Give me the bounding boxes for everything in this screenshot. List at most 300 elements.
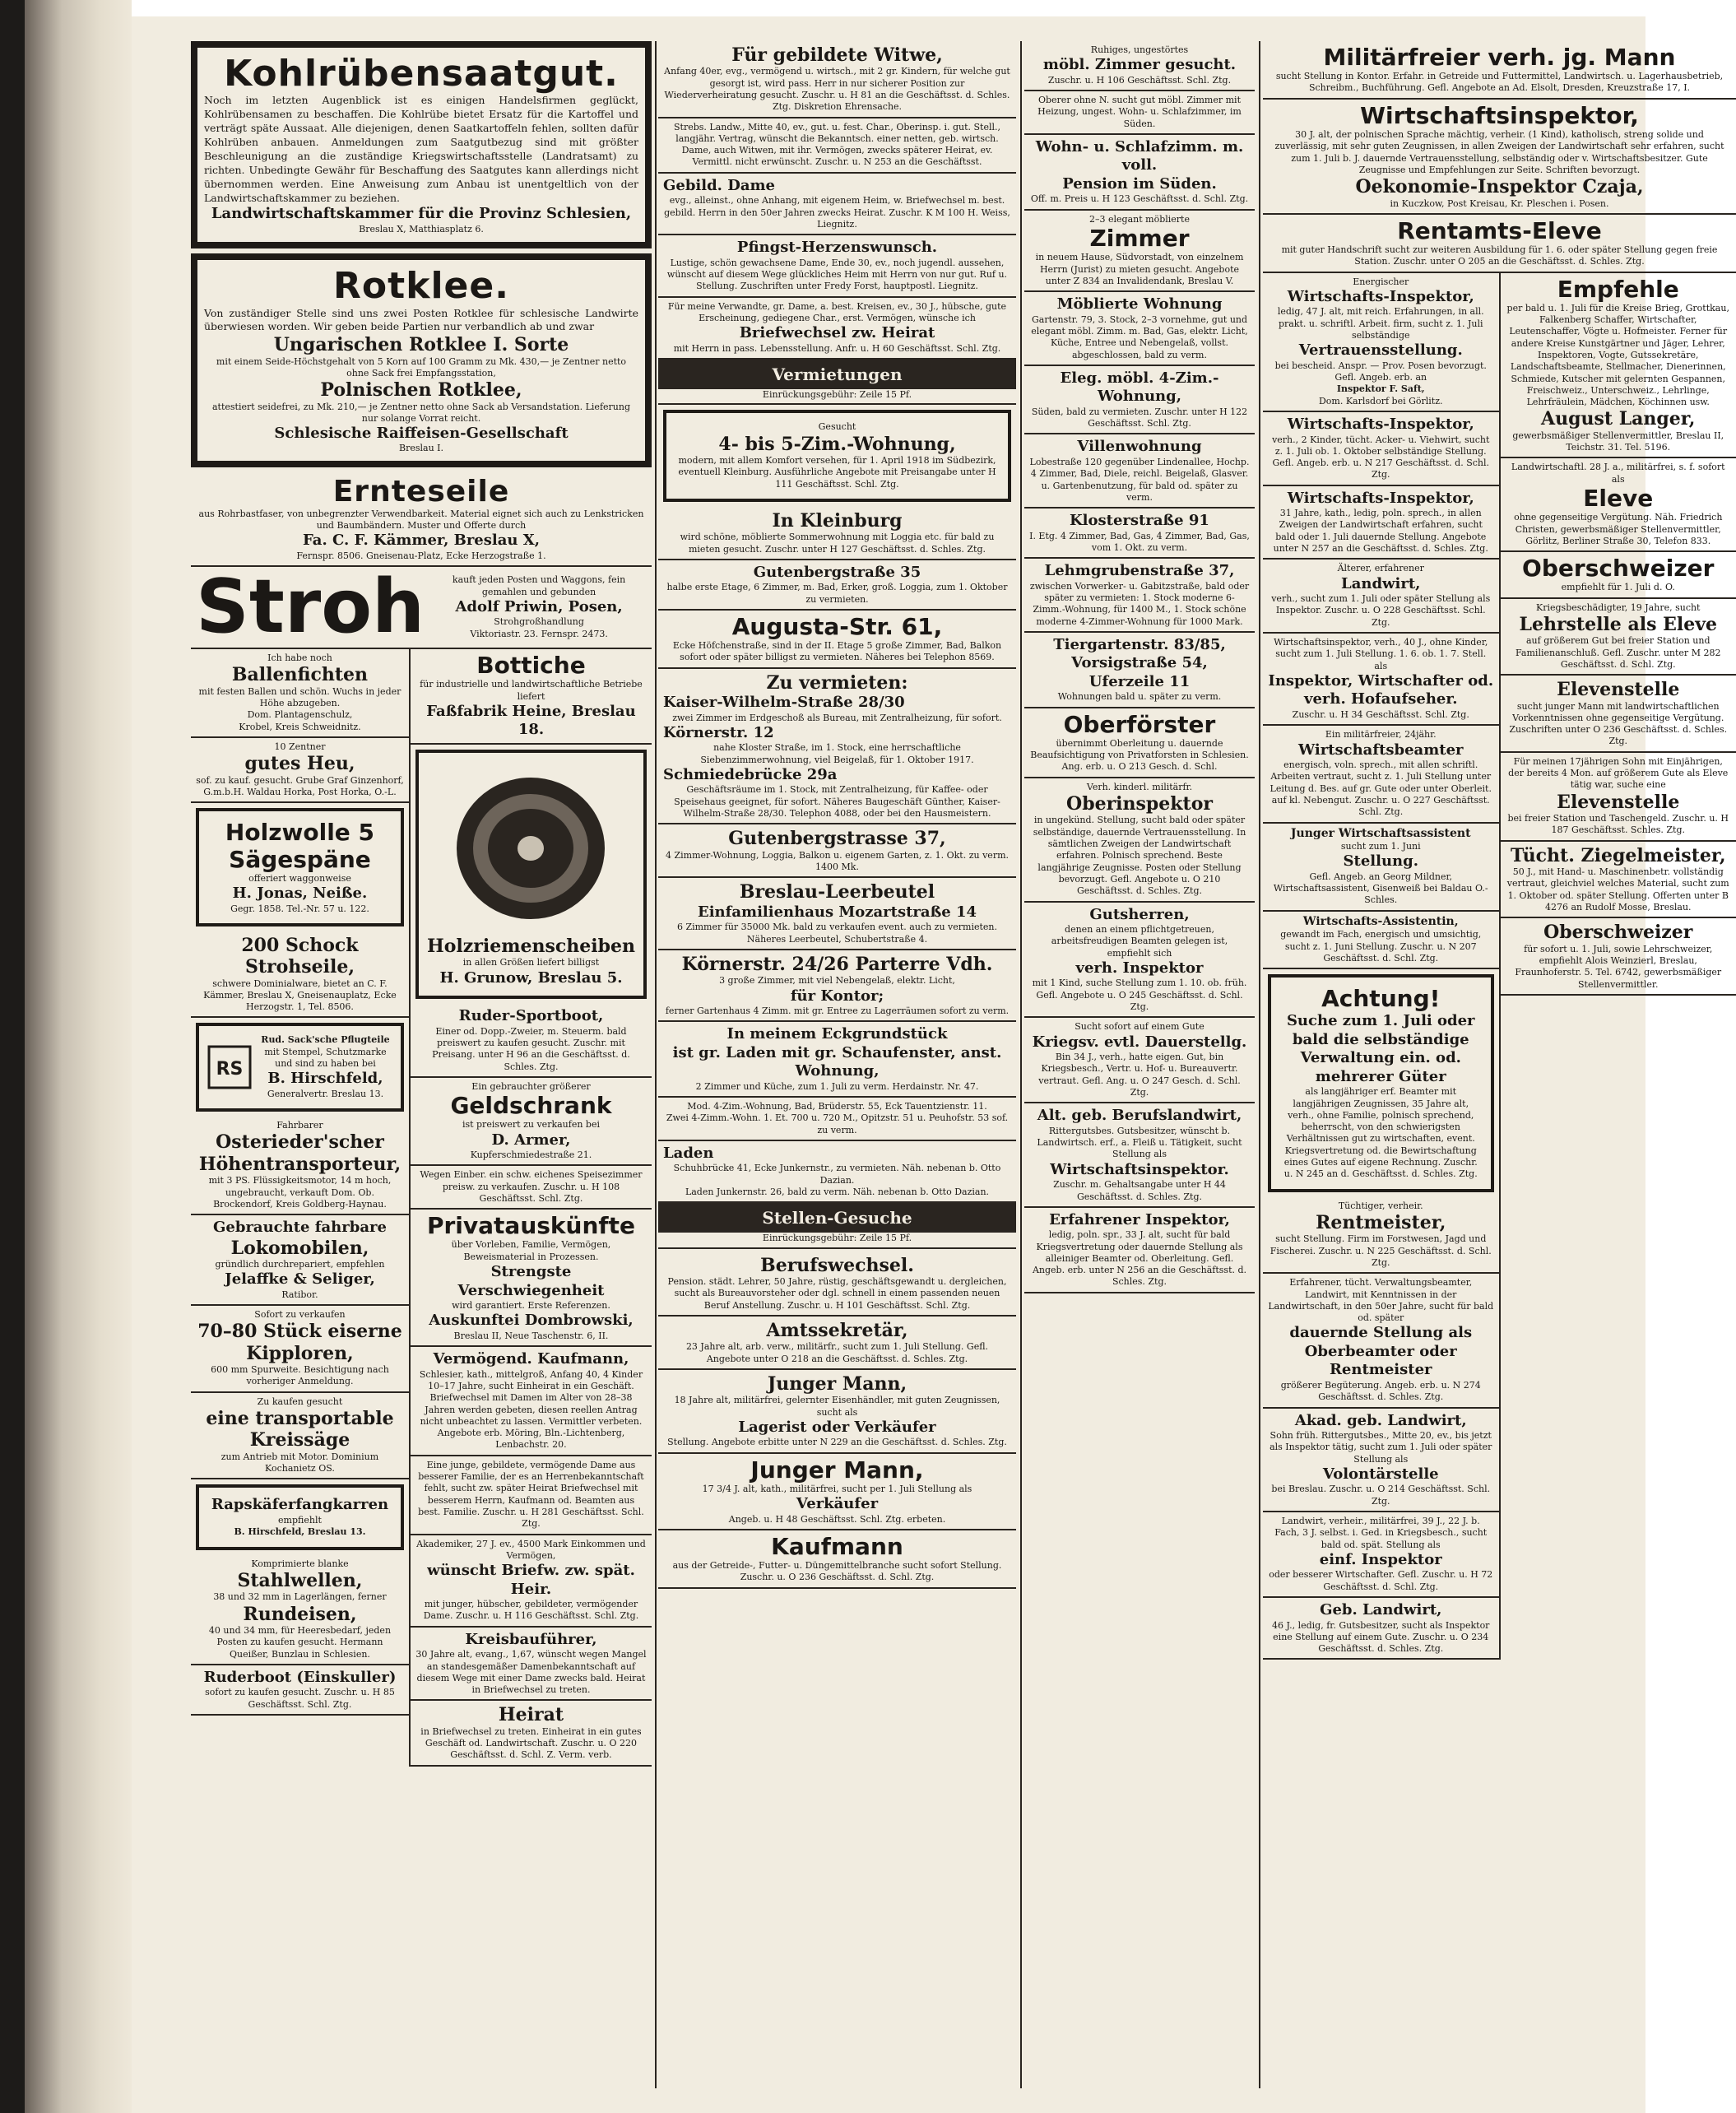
ad-body: als langjähriger erf. Beamter mit langjährigen Zeugnissen, 35 Jahre alt, verh., ohne Familie, polnisch sprechend, beherrscht, von den schwierigsten Verhältnissen gut zu wirtschaften, event. Kriegsvertretung od. die Bewirtschaftung eines Gutes auf eigene Rechnung. Zuschr. u. N 245 an d. Geschäftsst. d. Schles. Ztg.: [1283, 1086, 1478, 1180]
col1-right: [411, 649, 652, 1767]
ad-elevenstelle-sohn: [1501, 753, 1736, 842]
ad-zimmer: [1024, 211, 1255, 292]
ad-geb-landwirt: [1263, 1598, 1499, 1660]
ad-pfingst: [658, 235, 1016, 297]
ad-contact: Generalvertr. Breslau 13.: [267, 1088, 384, 1099]
ad-osterieder: [191, 1117, 409, 1215]
pulley-illustration-icon: [448, 766, 613, 931]
ad-line: Vertrauensstellung.: [1298, 341, 1463, 360]
ad-body: 18 Jahre alt, militärfrei, gelernter Eisenhändler, mit guten Zeugnissen, sucht als: [674, 1395, 1000, 1418]
ad-title: In meinem Eckgrundstück: [726, 1025, 948, 1043]
ad-title: Empfehle: [1557, 275, 1679, 303]
section-note: Einrückungsgebühr: Zeile 15 Pf.: [762, 388, 912, 400]
ad-achtung: [1268, 974, 1494, 1192]
ad-title: Ruderboot (Einskuller): [203, 1668, 397, 1686]
ad-address: Dom. Karlsdorf bei Görlitz.: [1318, 395, 1443, 406]
ad-body: bei freier Station und Taschengeld. Zuschr. u. H 187 Geschäftsst. Schles. Ztg.: [1507, 813, 1729, 836]
ad-moeblierte-wohnung: [1024, 292, 1255, 366]
ad-klosterstrasse: [1024, 509, 1255, 559]
ad-body: 6 Zimmer für 35000 Mk. bald zu verkaufen event. auch zu vermieten. Näheres Leerbeutel, Schubertstraße 4.: [676, 922, 998, 945]
ad-subtitle: Einfamilienhaus Mozartstraße 14: [697, 903, 977, 921]
ad-intro: Fahrbarer: [276, 1120, 323, 1131]
ad-signature: Landwirtschaftskammer für die Provinz Schlesien,: [211, 205, 632, 223]
ad-body: 46 J., ledig, fr. Gutsbesitzer, sucht als Inspektor eine Stellung auf einem Gute. Zuschr. u. O 234 Geschäftsst. d. Schles. Ztg.: [1272, 1619, 1490, 1655]
ad-landwirt-heirat: [658, 118, 1016, 174]
ad-heirat-dame: [411, 1456, 652, 1535]
ad-title: Wirtschafts-Inspektor,: [1287, 489, 1474, 507]
ad-body: ledig, 47 J. alt, mit reich. Erfahrungen, in all. prakt. u. schriftl. Arbeit. firm, sucht z. 1. Juli selbständige: [1277, 306, 1484, 341]
ad-title: Gutenbergstraße 35: [753, 563, 921, 581]
ad-title: Holzriemenscheiben: [426, 935, 635, 957]
ad-body: empfiehlt für 1. Juli d. O.: [1561, 582, 1675, 593]
ad-intro: Landwirtschaftl. 28 J. a., militärfrei, s. f. sofort als: [1511, 462, 1725, 485]
ad-body: gewandt im Fach, energisch und umsichtig, sucht z. 1. Juni Stellung. Zuschr. u. N 207 Geschäftsst. d. Schl. Ztg.: [1280, 929, 1482, 964]
ad-body: Wegen Einber. ein schw. eichenes Speisezimmer preisw. zu verkaufen. Zuschr. u. H 108 Geschäftsst. Schl. Ztg.: [420, 1169, 643, 1204]
ad-body: in neuem Hause, Südvorstadt, von einzelnem Herrn (Jurist) zu mieten gesucht. Angebote unter Z 834 an Invalidendank, Breslau V.: [1035, 252, 1244, 286]
ad-firm: Rud. Sack'sche Pflugteile: [261, 1034, 390, 1046]
ad-title: Elevenstelle: [1557, 791, 1680, 813]
ad-title: Breslau-Leerbeutel: [739, 881, 935, 903]
col4-left: [1263, 273, 1501, 1660]
ad-body: sucht Stellung in Kontor. Erfahr. in Getreide und Futtermittel, Landwirtsch. u. Lagerhausbetrieb, Schreibm., Buchführung. Gefl. Angebote an Ad. Elsolt, Dresden, Kreuzstraße 17, I.: [1275, 71, 1724, 94]
ad-body: mit Stempel, Schutzmarke und sind zu haben bei: [264, 1046, 387, 1070]
ad-body: zum Antrieb mit Motor. Dominium Kochanietz OS.: [220, 1451, 379, 1474]
ad-eleg-wohnung: [1024, 366, 1255, 435]
ad-title: Kriegsv. evtl. Dauerstellg.: [1032, 1033, 1247, 1051]
ad-title: Junger Mann,: [750, 1456, 924, 1484]
ad-title: einf. Inspektor: [1319, 1550, 1442, 1568]
ad-body: ist preiswert zu verkaufen bei: [462, 1119, 600, 1131]
ad-body: 4 Zimmer-Wohnung, Loggia, Balkon u. eigenem Garten, z. 1. Okt. zu verm. 1400 Mk.: [665, 849, 1010, 873]
ad-body: Pension. städt. Lehrer, 50 Jahre, rüstig, geschäftsgewandt u. dergleichen, sucht als Bureauvorsteher oder dgl. schnell in einem passenden neuen Beruf Anstellung. Zuschr. u. H 101 Geschäftsst. Schl. Ztg.: [667, 1276, 1007, 1311]
ad-firm: H. Grunow, Breslau 5.: [439, 968, 623, 987]
ad-body: Zuschr. m. Gehaltsangabe unter H 44 Geschäftsst. d. Schles. Ztg.: [1053, 1179, 1226, 1202]
ad-title: Klosterstraße 91: [1070, 512, 1209, 530]
ad-aelterer-landwirt: [1263, 560, 1499, 634]
ad-intro: Zu kaufen gesucht: [257, 1396, 343, 1407]
column-2: [658, 41, 1016, 2088]
ad-ruderboot: [191, 1665, 409, 1716]
ad-title: ist gr. Laden mit gr. Schaufenster, anst. Wohnung,: [672, 1043, 1002, 1080]
ad-title: Bottiche: [476, 652, 586, 680]
ad-body: Von zuständiger Stelle sind uns zwei Posten Rotklee für schlesische Landwirte überwiesen worden. Wir geben beide Partien nur verbandlich ab und zwar: [204, 306, 638, 333]
ad-eleve: [1501, 458, 1736, 552]
ad-body: verh., 2 Kinder, tücht. Acker- u. Viehwirt, sucht z. 1. Juli ob. 1. Oktober selbständige Stellung. Gefl. Angeb. erb. u. N 217 Geschäftsst. d. Schl. Ztg.: [1272, 434, 1490, 481]
ad-body: Strebs. Landw., Mitte 40, ev., gut. u. fest. Char., Oberinsp. i. gut. Stell., langjähr. Vertrag, wünscht die Bekanntsch. einer netten, geb. wirtsch. Dame, auch Witwen, mit ihr. Vermögen, zwecks späterer Heirat, ev. Vermittl. nicht erwünscht. Zuschr. u. N 253 an die Geschäftsst.: [673, 121, 1001, 168]
ad-body: Noch im letzten Augenblick ist es einigen Handelsfirmen geglückt, Kohlrübensamen zu beschaffen. Die Kohlrübe bietet Ersatz für die Kartoffel und verträgt späte Aussaat. Alle diejenigen, denen Saatkartoffeln fehlen, sollten dafür Kohlrüben anbauen. Anmeldungen zum Saatgutbezug sind mit größter Beschleunigung an die zuständige Kriegswirtschaftsstelle (Landratsamt) zu richten. Unbedingte Gewähr für Beschaffung des Saatgutes kann allerdings nicht übernommen werden. Eine Anweisung zum Anbau ist unentgeltlich von der Landwirtschaftskammer zu beziehen.: [204, 94, 638, 204]
ad-intro: Tüchtiger, verheir.: [1338, 1200, 1423, 1211]
ad-body: Schuhbrücke 41, Ecke Junkernstr., zu vermieten. Näh. nebenan b. Otto Dazian.: [673, 1163, 1001, 1186]
ad-body: sucht zum 1. Juni: [1340, 841, 1421, 852]
ad-intro: Sucht sofort auf einem Gute: [1075, 1021, 1205, 1033]
ad-einf-inspektor: [1263, 1512, 1499, 1598]
ad-stroh: [191, 564, 652, 651]
ad-title: Lehmgrubenstraße 37,: [1044, 562, 1235, 580]
ad-stahlwellen: [191, 1555, 409, 1665]
ad-body: 38 und 32 mm in Lagerlängen, ferner: [213, 1591, 387, 1603]
ad-intro: Verh. kinderl. militärfr.: [1086, 781, 1193, 792]
ad-title: Akad. geb. Landwirt,: [1294, 1411, 1467, 1429]
ad-title: Rentamts-Eleve: [1397, 216, 1602, 244]
ad-title: Augusta-Str. 61,: [731, 612, 943, 640]
ad-line: für Kontor;: [790, 987, 884, 1005]
column-rule: [655, 41, 657, 2088]
ad-title: Pfingst-Herzenswunsch.: [736, 239, 938, 257]
ad-title: Wirtschaftsinspektor,: [1360, 101, 1639, 129]
ad-title: Körnerstr. 24/26 Parterre Vdh.: [681, 953, 993, 975]
ad-line: wird garantiert. Erste Referenzen.: [452, 1300, 610, 1312]
ad-body: Off. m. Preis u. H 123 Geschäftsst. d. Schl. Ztg.: [1030, 193, 1249, 205]
ad-title: Gebild. Dame: [663, 176, 775, 194]
col1-left: [191, 649, 411, 1767]
ad-body: auf größerem Gut bei freier Station und Familienanschluß. Gefl. Zuschr. unter M 282 Geschäftsst. d. Schl. Ztg.: [1516, 635, 1721, 670]
ad-title: Oberförster: [1063, 710, 1216, 738]
ad-leerbeutel: [658, 878, 1016, 950]
ad-title: Ernteseile: [332, 475, 510, 509]
ad-title: Sägespäne: [229, 845, 371, 873]
ad-title: 200 Schock Strohseile,: [241, 934, 359, 978]
ad-body: sof. zu kauf. gesucht. Grube Graf Ginzenhorf, G.m.b.H. Waldau Horka, Post Horka, O.-L.: [196, 774, 404, 798]
ad-title: Suche zum 1. Juli oder bald die selbständige Verwaltung ein. od. mehrerer Güter: [1286, 1012, 1475, 1085]
ad-title: Für gebildete Witwe,: [731, 44, 943, 66]
ad-empfehle: [1501, 273, 1736, 459]
column-3: [1024, 41, 1255, 2088]
ad-title: eine transportable Kreissäge: [206, 1408, 394, 1451]
ad-firm: Jelaffke & Seliger,: [225, 1270, 375, 1289]
ad-title: Stellung.: [1343, 852, 1418, 871]
ad-title: Villenwohnung: [1077, 438, 1202, 456]
ad-title: Oberschweizer: [1522, 555, 1715, 583]
ad-rentamts-eleve: [1263, 215, 1736, 273]
ad-kaufmann: [658, 1530, 1016, 1589]
ad-intro: Ich habe noch: [267, 652, 332, 664]
ad-title: Zimmer: [1089, 225, 1190, 253]
ad-body: Wirtschaftsinspektor, verh., 40 J., ohne Kinder, sucht zum 1. Juli Stellung. 1. 6. ob. 1. 7. Stell. als: [1274, 637, 1488, 671]
ad-berufswechsel: [658, 1252, 1016, 1317]
ad-amtssekretaer: [658, 1317, 1016, 1370]
ad-title: Rapskäferfangkarren: [211, 1496, 389, 1514]
ad-title: Holzwolle 5: [225, 819, 375, 847]
ad-body: gründlich durchrepariert, empfehlen: [215, 1259, 385, 1270]
ad-holzwolle: [196, 808, 404, 926]
ad-body: 30 J. alt, der polnischen Sprache mächtig, verheir. (1 Kind), katholisch, streng solide und zuverlässig, mit sehr guten Zeugnissen, in allen Zweigen der Landwirtschaft sehr erfahren, sucht zum 1. Juli b. J. dauernde Vertrauensstellung, selbständig oder v. Wirtschaftsbesitzer. Gute Zeugnisse und Empfehlungen zur Seite. Schriften bevorzugt.: [1274, 128, 1724, 175]
ad-contact: Fernspr. 8506. Gneisenau-Platz, Ecke Herzogstraße 1.: [296, 550, 546, 561]
ad-body: zwischen Vorwerker- u. Gabitzstraße, bald oder später zu vermieten: 1. Stock moderne 6-Zimm.-Wohnung, für 1400 M., 1. Stock schöne moderne 4-Zimmer-Wohnung für 1000 Mark.: [1029, 580, 1250, 627]
ad-firm: Adolf Priwin, Posen,: [455, 597, 623, 615]
ad-title: Höhentransporteur,: [198, 1153, 402, 1175]
ad-ballenfichten: [191, 649, 409, 738]
ad-title: Kreisbauführer,: [465, 1630, 597, 1648]
ad-wirtschaftsbeamter: [1263, 726, 1499, 823]
ad-vermoegend-kaufmann: [411, 1347, 652, 1456]
ad-item-title: Schmiedebrücke 29a: [663, 765, 838, 783]
ad-contact: Gegr. 1858. Tel.-Nr. 57 u. 122.: [230, 903, 369, 914]
ad-wirtschaftsassistentin: [1263, 912, 1499, 969]
ad-intro: Komprimierte blanke: [251, 1558, 349, 1569]
ad-rotklee: [191, 253, 652, 467]
column-4: [1263, 41, 1736, 2088]
ad-body: empfiehlt: [278, 1514, 322, 1526]
divider: [658, 403, 1016, 405]
ad-intro: Ein gebrauchter größerer: [471, 1080, 591, 1092]
scan-edge: [0, 0, 25, 2113]
ad-body: modern, mit allem Komfort versehen, für 1. April 1918 im Südbezirk, eventuell Kleinburg. Ausführliche Angebote mit Preisangabe unter H 111 Geschäftsst. Schl. Ztg.: [678, 454, 996, 490]
ad-title: Achtung!: [1321, 985, 1441, 1013]
ad-kriegsvertretung: [1024, 1018, 1255, 1103]
ad-body: in allen Größen liefert billigst: [462, 957, 600, 968]
ad-address: Krobel, Kreis Schweidnitz.: [239, 721, 361, 732]
ad-title: Lokomobilen,: [230, 1237, 369, 1259]
ad-title: Erfahrener Inspektor,: [1049, 1210, 1230, 1228]
ad-title: Lagerist oder Verkäufer: [738, 1418, 936, 1436]
ad-title: Junger Wirtschaftsassistent: [1290, 826, 1471, 840]
ad-name: Inspektor F. Saft,: [1336, 383, 1425, 395]
ad-name: B. Hirschfeld,: [267, 1070, 383, 1088]
ad-body: Bin 34 J., verh., hatte eigen. Gut, bin Kriegsbesch., Vertr. u. Hof- u. Bureauvertr. vertraut. Gefl. Ang. u. O 247 Gesch. d. Schl. Ztg.: [1038, 1052, 1241, 1098]
ad-body: mit junger, hübscher, gebildeter, vermögender Dame. Zuschr. u. H 116 Geschäftsst. Schl. Ztg.: [423, 1599, 639, 1622]
ad-title: Wirtschaftsbeamter: [1297, 741, 1464, 759]
ad-title: Stroh: [196, 564, 425, 651]
ad-bottiche: [411, 649, 652, 745]
ad-title: Laden: [663, 1144, 714, 1162]
ad-title: Wirtschafts-Inspektor,: [1287, 287, 1474, 305]
ad-title: Rundeisen,: [243, 1603, 357, 1625]
ad-body: über Vorleben, Familie, Vermögen, Beweismaterial in Prozessen.: [451, 1239, 611, 1262]
ad-body: Sohn früh. Rittergutsbes., Mitte 20, ev., bis jetzt als Inspektor tätig, sucht zum 1. Juli oder später Stellung als: [1270, 1430, 1492, 1465]
ad-erfahrener-inspektor: [1024, 1208, 1255, 1293]
ad-item-title: Körnerstr. 12: [663, 723, 774, 741]
ad-pension: [1024, 135, 1255, 211]
ad-tiergartenstrasse: [1024, 633, 1255, 708]
ad-body: Gefl. Angeb. an Georg Mildner, Wirtschaftsassistent, Gisenweiß bei Baldau O.-Schles.: [1273, 871, 1488, 906]
ad-body: kauft jeden Posten und Waggons, fein gemahlen und gebunden: [452, 574, 626, 597]
ad-strohseile: [191, 931, 409, 1019]
ad-title: Kaufmann: [771, 1533, 903, 1560]
ad-title: Zu vermieten:: [766, 671, 908, 694]
ad-rapskaefer: [196, 1484, 404, 1549]
ad-body: Wohnungen bald u. später zu verm.: [1057, 691, 1222, 703]
ad-sportboot: [411, 1004, 652, 1078]
ad-body: Süden, bald zu vermieten. Zuschr. unter H 122 Geschäftsst. Schl. Ztg.: [1031, 406, 1248, 430]
ad-title: Osterieder'scher: [216, 1131, 384, 1154]
ad-body: denen an einem pflichtgetreuen, arbeitsfreudigen Beamten gelegen ist, empfiehlt sich: [1051, 924, 1228, 959]
ad-title: 4- bis 5-Zim.-Wohnung,: [718, 433, 956, 455]
ad-title: wünscht Briefw. zw. spät. Heir.: [427, 1562, 635, 1598]
ad-title: Wohn- u. Schlafzimm. m. voll.: [1035, 137, 1244, 174]
ad-body: 2 Zimmer und Küche, zum 1. Juli zu verm. Herdainstr. Nr. 47.: [695, 1080, 979, 1092]
ad-kreissaege: [191, 1393, 409, 1480]
ad-intro: Sofort zu verkaufen: [254, 1309, 346, 1321]
ad-title: Wirtschaftsinspektor.: [1050, 1160, 1229, 1178]
ad-body: bei bescheid. Anspr. — Prov. Posen bevorzugt. Gefl. Angeb. erb. an: [1274, 360, 1487, 383]
ad-oberinspektor: [1024, 778, 1255, 903]
ad-body: I. Etg. 4 Zimmer, Bad, Gas, 4 Zimmer, Bad, Gas, vom 1. Okt. zu verm.: [1029, 530, 1250, 553]
ad-moebl-zimmer-gesucht: [1024, 41, 1255, 91]
ad-firm: Faßfabrik Heine, Breslau 18.: [426, 702, 636, 739]
ad-body: sucht junger Mann mit landwirtschaftlichen Vorkenntnissen ohne gegenseitige Vergütung. Zuschriften unter O 236 Geschäftsst. d. Schles. Ztg.: [1509, 700, 1728, 747]
col4-subcolumns: [1263, 273, 1736, 1660]
ad-firm: B. Hirschfeld, Breslau 13.: [234, 1526, 366, 1538]
ad-city: Ratibor.: [281, 1289, 318, 1300]
ad-kipploren: [191, 1306, 409, 1393]
ad-title: Uferzeile 11: [1088, 672, 1191, 690]
ad-gutsherren: [1024, 903, 1255, 1019]
ad-title: Gebrauchte fahrbare: [213, 1219, 387, 1237]
ad-geldschrank: [411, 1078, 652, 1167]
ad-energischer-inspektor: [1263, 273, 1499, 412]
ad-witwe: [658, 41, 1016, 118]
ad-firm: Fa. C. F. Kämmer, Breslau X,: [303, 532, 540, 550]
column-1: [191, 41, 652, 2088]
ad-villenwohnung: [1024, 434, 1255, 509]
ad-privatauskuenfte: [411, 1210, 652, 1347]
ad-title: Amtssekretär,: [766, 1319, 908, 1341]
ad-line: verh. Inspektor: [1075, 959, 1204, 977]
ad-body: evg., alleinst., ohne Anhang, mit eigenem Heim, w. Briefwechsel m. best. gebild. Herrn in den 50er Jahren zwecks Heirat. Zuschr. K M 100 H. Weiss, Liegnitz.: [664, 195, 1010, 230]
ad-augusta: [658, 611, 1016, 669]
ad-gebild-dame: [658, 174, 1016, 235]
ad-militaerfreier-mann: [1263, 41, 1736, 100]
ad-body: größerer Begüterung. Angeb. erb. u. N 274 Geschäftsst. d. Schles. Ztg.: [1280, 1379, 1481, 1403]
ad-signature: Schlesische Raiffeisen-Gesellschaft: [274, 425, 569, 443]
ad-body: 30 Jahre alt, evang., 1,67, wünscht wegen Mangel an standesgemäßer Damenbekanntschaft auf diesem Wege mit einer Dame zwecks bald. Heirat in Briefwechsel zu treten.: [415, 1649, 647, 1696]
ad-body: aus der Getreide-, Futter- u. Düngemittelbranche sucht sofort Stellung. Zuschr. u. O 236 Geschäftsst. d. Schl. Ztg.: [672, 1560, 1002, 1583]
ad-title: Berufswechsel.: [760, 1254, 914, 1276]
ad-firm: D. Armer,: [491, 1131, 571, 1149]
ad-koernerstrasse: [658, 950, 1016, 1022]
ad-title: Oberinspektor: [1066, 793, 1213, 815]
ad-body: ledig, poln. spr., 33 J. alt, sucht für bald Kriegsvertretung oder dauernde Stellung als alleiniger Beamter od. Oberleitung. Gefl. Angeb. erb. unter N 256 an die Geschäftsst. d. Schles. Ztg.: [1032, 1229, 1247, 1288]
ad-title: möbl. Zimmer gesucht.: [1042, 56, 1237, 74]
ad-body: Landwirt, verheir., militärfrei, 39 J., 22 J. b. Fach, 3 J. selbst. i. Ged. in Kriegsbesch., sucht bald od. spät. Stellung als: [1274, 1516, 1488, 1550]
ad-gutenbergstrasse-37: [658, 824, 1016, 878]
ad-title: Geldschrank: [450, 1092, 612, 1120]
ad-title: Junger Mann,: [767, 1372, 907, 1395]
ad-body: Lobestraße 120 gegenüber Lindenallee, Hochp. 4 Zimmer, Bad, Diele, reichl. Beigelaß, Glasver. u. Gartenbenutzung, für bald od. später zu verm.: [1029, 456, 1250, 503]
ad-wirtschaftsinspektor-czaja: [1263, 100, 1736, 215]
ad-title: Wirtschafts-Assistentin,: [1302, 914, 1459, 928]
ad-body: Angeb. u. H 48 Geschäftsst. Schl. Ztg. erbeten.: [728, 1513, 946, 1525]
ad-body: Akademiker, 27 J. ev., 4500 Mark Einkommen und Vermögen,: [416, 1538, 646, 1561]
ad-oberer: [1024, 91, 1255, 135]
ad-title: dauernde Stellung als Oberbeamter oder Rentmeister: [1289, 1324, 1473, 1379]
ad-signature: Oekonomie-Inspektor Czaja,: [1355, 176, 1644, 198]
ad-body: 3 große Zimmer, mit viel Nebengelaß, elektr. Licht,: [719, 975, 955, 987]
ad-intro: Ein militärfreier, 24jähr.: [1325, 729, 1437, 741]
ad-title: Briefwechsel zw. Heirat: [739, 324, 935, 342]
ad-intro: Älterer, erfahrener: [1337, 563, 1424, 574]
svg-text:RS: RS: [216, 1059, 244, 1080]
sack-logo-icon: [207, 1045, 252, 1089]
ad-title: Kohlrübensaatgut.: [224, 53, 619, 95]
ad-body: Erfahrener, tücht. Verwaltungsbeamter, Landwirt, mit Kenntnissen in der Landwirtschaft, in den 50er Jahre, sucht für bald od. später: [1268, 1277, 1494, 1324]
ad-junger-mann-verkaeufer: [658, 1454, 1016, 1530]
ad-title: Militärfreier verh. jg. Mann: [1323, 44, 1676, 71]
ad-address: in Kuczkow, Post Kreisau, Kr. Pleschen i. Posen.: [1390, 197, 1609, 209]
ad-body: Oberer ohne N. sucht gut möbl. Zimmer mit Heizung, ungest. Wohn- u. Schlafzimmer, im Süden.: [1037, 95, 1242, 129]
ad-body: Anfang 40er, evg., vermögend u. wirtsch., mit 2 gr. Kindern, für welche gut gesorgt ist, wird pass. Herr in nur sicherer Position zur Wiederverheiratung gesucht. Zuschr. u. H 81 an die Geschäftsst. d. Schles. Ztg. Diskretion Ehrensache.: [664, 66, 1010, 113]
ad-title: Inspektor, Wirtschafter od. verh. Hofaufseher.: [1268, 671, 1494, 708]
ad-item-body: Geschäftsräume im 1. Stock, mit Zentralheizung, für Kaffee- oder Speisehaus geeignet, für sofort. Näheres Baugeschäft Günther, Kaiser-Wilhelm-Straße 28/30. Telephon 4088, oder bei den Hausmeistern.: [674, 784, 1000, 820]
ad-title: Ruder-Sportboot,: [458, 1007, 604, 1025]
ad-oberschweizer: [1501, 552, 1736, 598]
ad-wirtschaftsinspektor-verh: [1263, 412, 1499, 486]
ad-oberschweizer-2: [1501, 918, 1736, 996]
ad-body: Stellung. Angebote erbitte unter N 229 an die Geschäftsst. d. Schles. Ztg.: [667, 1437, 1007, 1448]
ad-body: halbe erste Etage, 6 Zimmer, m. Bad, Erker, groß. Loggia, zum 1. Oktober zu vermieten.: [666, 582, 1008, 605]
ad-title: Rentmeister,: [1316, 1211, 1446, 1233]
ad-kreisbaufuehrer: [411, 1628, 652, 1702]
ad-title: Eleg. möbl. 4-Zim.-Wohnung,: [1060, 369, 1219, 406]
ad-zu-vermieten: [658, 669, 1016, 825]
ad-kohlruebensaatgut: [191, 41, 652, 248]
ad-body: sofort zu kaufen gesucht. Zuschr. u. H 85 Geschäftsst. Schl. Ztg.: [205, 1687, 395, 1710]
ad-body: 23 Jahre alt, arb. verw., militärfr., sucht zum 1. Juli Stellung. Gefl. Angebote unter O 218 an die Geschäftsst. d. Schles. Ztg.: [685, 1341, 989, 1364]
ad-intro: Ruhiges, ungestörtes: [1090, 44, 1189, 55]
ad-akad-landwirt: [1263, 1409, 1499, 1512]
ad-eckgrundstueck: [658, 1022, 1016, 1098]
ad-body: energisch, voln. sprech., mit allen schriftl. Arbeiten vertraut, sucht z. 1. Juli Stellung unter Leitung d. Bes. auf gr. Gute oder unter Oberleit. auf kl. Nebengut. Zuschr. u. O 227 Geschäftsst. Schl. Ztg.: [1270, 759, 1492, 818]
ad-address: Breslau X, Matthiasplatz 6.: [359, 223, 484, 235]
ad-verwandte: [658, 298, 1016, 360]
ad-item-title: Ungarischen Rotklee I. Sorte: [273, 334, 569, 356]
ad-body: aus Rohrbastfaser, von unbegrenzter Verwendbarkeit. Material eignet sich auch zu Lenkstricken und Baumbändern. Muster und Offerte durch: [198, 508, 644, 532]
ad-city: Breslau I.: [399, 442, 443, 453]
ad-item-body: mit einem Seide-Höchstgehalt von 5 Korn auf 100 Gramm zu Mk. 430,— je Zentner netto ohne Sack frei Empfangsstation,: [216, 355, 627, 379]
ad-intro: 2–3 elegant möblierte: [1089, 213, 1190, 225]
ad-body: mit guter Handschrift sucht zur weiteren Ausbildung für 1. 6. oder später Stellung gegen freie Station. Zuschr. unter O 205 an die Geschäftsst. d. Schles. Ztg.: [1281, 244, 1718, 267]
ad-kleinburg: [658, 507, 1016, 560]
ad-title: Wirtschafts-Inspektor,: [1287, 416, 1474, 433]
ad-gutenbergstrasse-35: [658, 560, 1016, 611]
col1-subcolumns: [191, 649, 652, 1767]
ad-title: Vorsigstraße 54,: [1071, 654, 1208, 672]
ad-body: per bald u. 1. Juli für die Kreise Brieg, Grottkau, Falkenberg Schaffer, Wirtschafter, Leutenschaffer, Vögte u. Hofmeister. Ferner für andere Kreise Kunstgärtner und Jäger, Lehrer, Inspektoren, Vogte, Gutssekretäre, Landschaftsbeamte, Stellmacher, Dienerinnen, Schmiede, Kutscher mit gelernten Gespannen, Freischweiz., Unterschweiz., Lehrlinge, Lehrfräulein, Mädchen, Köchinnen usw.: [1506, 302, 1729, 408]
ad-heirat: [411, 1701, 652, 1766]
section-note: Einrückungsgebühr: Zeile 15 Pf.: [762, 1233, 912, 1244]
ad-body: Ecke Höfchenstraße, sind in der II. Etage 5 große Zimmer, Bad, Balkon sofort oder später billigst zu vermieten. Näheres bei Telephon 8569.: [672, 640, 1002, 663]
book-binding: [25, 0, 132, 2113]
ad-title: Oberschweizer: [1543, 922, 1693, 944]
ad-body: Rittergutsbes. Gutsbesitzer, wünscht b. Landwirtsch. erf., a. Fleiß u. Tätigkeit, sucht Stellung als: [1037, 1125, 1242, 1160]
ad-body: mit Herrn in pass. Lebensstellung. Anfr. u. H 60 Geschäftsst. Schl. Ztg.: [673, 342, 1001, 354]
ad-title: Pension im Süden.: [1062, 174, 1217, 193]
ad-body: übernimmt Oberleitung u. dauernde Beaufsichtigung von Privatforsten in Schlesien. Ang. erb. u. O 213 Gesch. d. Schl.: [1030, 737, 1249, 773]
ad-item-title: Polnischen Rotklee,: [320, 379, 522, 402]
ad-body: ohne gegenseitige Vergütung. Näh. Friedrich Christen, gewerbsmäßiger Stellenvermittler, Görlitz, Berliner Straße 30, Telefon 833.: [1514, 512, 1723, 546]
ad-body: 17 3/4 J. alt, kath., militärfrei, sucht per 1. Juli Stellung als: [702, 1483, 972, 1494]
ad-heu: [191, 738, 409, 803]
divider: [658, 1247, 1016, 1249]
ad-title: Gutsherren,: [1089, 905, 1190, 923]
ad-oberbeamter: [1263, 1274, 1499, 1408]
ad-speisezimmer: [411, 1166, 652, 1210]
ad-title: Volontärstelle: [1322, 1465, 1439, 1483]
ad-title: Landwirt,: [1341, 574, 1421, 592]
ad-firm: Auskunftei Dombrowski,: [429, 1312, 634, 1330]
ad-line: Strengste Verschwiegenheit: [457, 1263, 605, 1299]
ad-body: für sofort u. 1. Juli, sowie Lehrschweizer, empfiehlt Alois Weinzierl, Breslau, Fraunhoferstr. 5. Tel. 6742, gewerbsmäßiger Stellenvermittler.: [1515, 943, 1722, 990]
ad-mod-wohnung: [658, 1098, 1016, 1141]
ad-body: Für meine Verwandte, gr. Dame, a. best. Kreisen, ev., 30 J., hübsche, gute Erscheinung, gediegene Char., erst. Vermögen, wünsche ich: [667, 300, 1007, 323]
ad-body: bei Breslau. Zuschr. u. O 214 Geschäftsst. Schl. Ztg.: [1271, 1484, 1491, 1507]
ad-intro: Energischer: [1353, 276, 1409, 287]
ad-firm: H. Jonas, Neiße.: [232, 885, 368, 902]
ad-address: gewerbsmäßiger Stellenvermittler, Breslau II, Teichstr. 31. Tel. 5196.: [1512, 430, 1724, 453]
ad-title: Privatauskünfte: [426, 1212, 635, 1240]
ad-intro: 10 Zentner: [274, 741, 326, 753]
ad-body: Eine junge, gebildete, vermögende Dame aus besserer Familie, der es an Herrenbekanntschaft fehlt, sucht zw. später Heirat Briefwechsel mit besserem Herrn, Kaufmann od. Beamten aus best. Familie. Zuschr. u. H 281 Geschäftsst. Schl. Ztg.: [418, 1459, 644, 1530]
